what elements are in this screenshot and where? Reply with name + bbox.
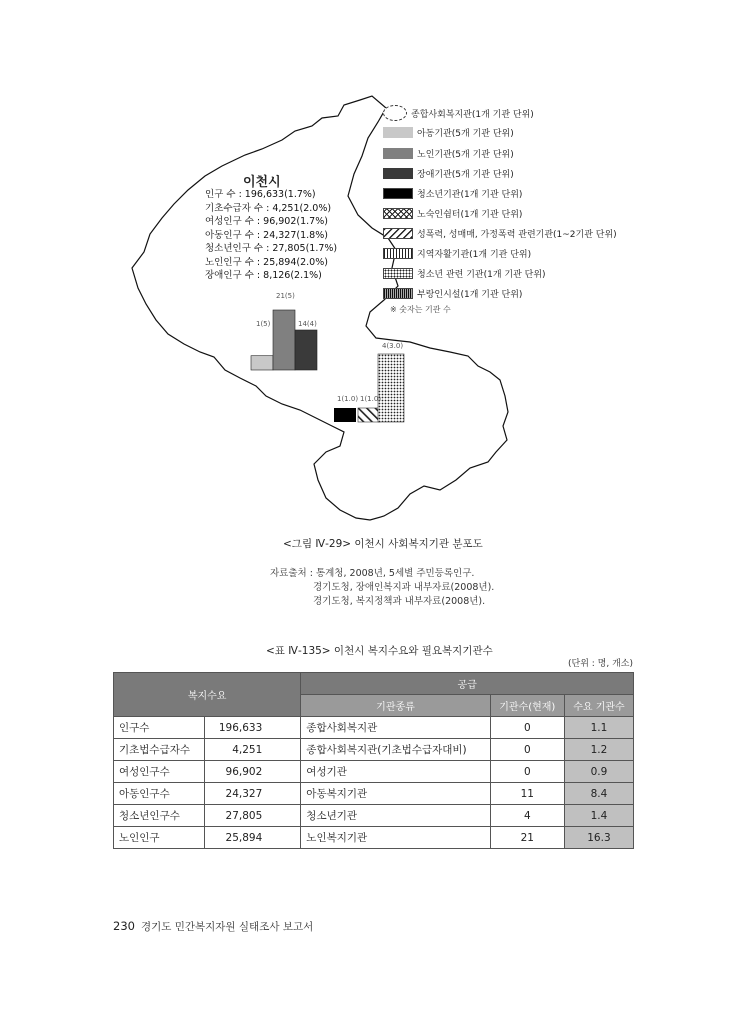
table-row [114, 761, 634, 783]
legend-item: 노인기관(5개 기관 단위) [383, 146, 514, 160]
table-row [114, 783, 634, 805]
needed-cell: 8.4 [564, 783, 633, 805]
stat-line: 인구 수 : 196,633(1.7%) [205, 189, 316, 200]
map-count-label: 4(3.0) [382, 342, 404, 350]
demand-cell: 노인인구 [114, 827, 205, 849]
value-cell: 96,902 [204, 761, 301, 783]
bar-label: 21(5) [276, 292, 295, 300]
institution-bar [273, 310, 295, 370]
type-cell: 청소년기관 [301, 805, 490, 827]
value-cell: 4,251 [204, 739, 301, 761]
page-number: 230 [113, 919, 135, 933]
header-supply: 공급 [301, 673, 634, 695]
needed-cell: 16.3 [564, 827, 633, 849]
legend-item: 장애기관(5개 기관 단위) [383, 166, 514, 180]
value-cell: 24,327 [204, 783, 301, 805]
current-cell: 0 [490, 739, 564, 761]
current-cell: 4 [490, 805, 564, 827]
legend-item: 아동기관(5개 기관 단위) [383, 125, 514, 139]
source-line: 경기도청, 장애인복지과 내부자료(2008년). [313, 582, 495, 593]
figure-caption: <그림 Ⅳ-29> 이천시 사회복지기관 분포도 [283, 538, 483, 550]
source-line: 자료출처 : 통계청, 2008년, 5세별 주민등록인구. [270, 568, 475, 579]
demand-cell: 여성인구수 [114, 761, 205, 783]
map-count-label: 1(1.0) [337, 395, 359, 403]
current-cell: 11 [490, 783, 564, 805]
legend-item: 지역자활기관(1개 기관 단위) [383, 246, 531, 260]
header-demand: 복지수요 [114, 673, 301, 717]
demand-cell: 청소년인구수 [114, 805, 205, 827]
legend-item: 청소년 관련 기관(1개 기관 단위) [383, 266, 546, 280]
stat-line: 기초수급자 수 : 4,251(2.0%) [205, 202, 332, 214]
youth-related-institution-marker [378, 354, 404, 422]
needed-cell: 1.4 [564, 805, 633, 827]
value-cell: 27,805 [204, 805, 301, 827]
legend-item: 청소년기관(1개 기관 단위) [383, 186, 522, 200]
page-footer [113, 919, 313, 934]
table-row [114, 805, 634, 827]
stat-line: 장애인구 수 : 8,126(2.1%) [205, 270, 322, 281]
legend-note: ※ 숫자는 기관 수 [390, 305, 451, 314]
table-caption: <표 Ⅳ-135> 이천시 복지수요와 필요복지기관수 [266, 645, 493, 657]
source-line: 경기도청, 복지정책과 내부자료(2008년). [313, 596, 486, 607]
needed-cell: 0.9 [564, 761, 633, 783]
youth-institution-marker [334, 408, 356, 422]
table-unit: (단위 : 명, 개소) [568, 659, 633, 669]
subheader: 기관종류 [301, 695, 490, 717]
demand-cell: 인구수 [114, 717, 205, 739]
stat-line: 청소년인구 수 : 27,805(1.7%) [205, 243, 338, 254]
stat-line: 아동인구 수 : 24,327(1.8%) [205, 229, 328, 241]
value-cell: 196,633 [204, 717, 301, 739]
needed-cell: 1.1 [564, 717, 633, 739]
stat-line: 여성인구 수 : 96,902(1.7%) [205, 216, 328, 227]
legend-item: 성폭력, 성매매, 가정폭력 관련기관(1~2기관 단위) [383, 226, 617, 240]
table-row [114, 827, 634, 849]
type-cell: 종합사회복지관 [301, 717, 490, 739]
table-row [114, 717, 634, 739]
bar-label: 1(5) [256, 320, 271, 328]
legend-item: 부랑인시설(1개 기관 단위) [383, 286, 522, 300]
current-cell: 21 [490, 827, 564, 849]
subheader: 기관수(현재) [490, 695, 564, 717]
legend-item: 종합사회복지관(1개 기관 단위) [383, 106, 534, 120]
violence-institution-marker [358, 408, 380, 422]
current-cell: 0 [490, 717, 564, 739]
type-cell: 여성기관 [301, 761, 490, 783]
map-count-label: 1(1.0) [360, 395, 382, 403]
value-cell: 25,894 [204, 827, 301, 849]
needed-cell: 1.2 [564, 739, 633, 761]
type-cell: 아동복지기관 [301, 783, 490, 805]
institution-bar [295, 330, 317, 370]
subheader: 수요 기관수 [564, 695, 633, 717]
type-cell: 종합사회복지관(기초법수급자대비) [301, 739, 490, 761]
welfare-table [113, 672, 634, 849]
table-row [114, 739, 634, 761]
stat-line: 노인인구 수 : 25,894(2.0%) [205, 256, 328, 268]
type-cell: 노인복지기관 [301, 827, 490, 849]
institution-bar [251, 356, 273, 370]
bar-label: 14(4) [298, 320, 317, 328]
demand-cell: 기초법수급자수 [114, 739, 205, 761]
demand-cell: 아동인구수 [114, 783, 205, 805]
city-name: 이천시 [243, 175, 281, 190]
current-cell: 0 [490, 761, 564, 783]
footer-title: 경기도 민간복지자원 실태조사 보고서 [140, 921, 314, 933]
legend-item: 노숙인쉼터(1개 기관 단위) [383, 206, 522, 220]
